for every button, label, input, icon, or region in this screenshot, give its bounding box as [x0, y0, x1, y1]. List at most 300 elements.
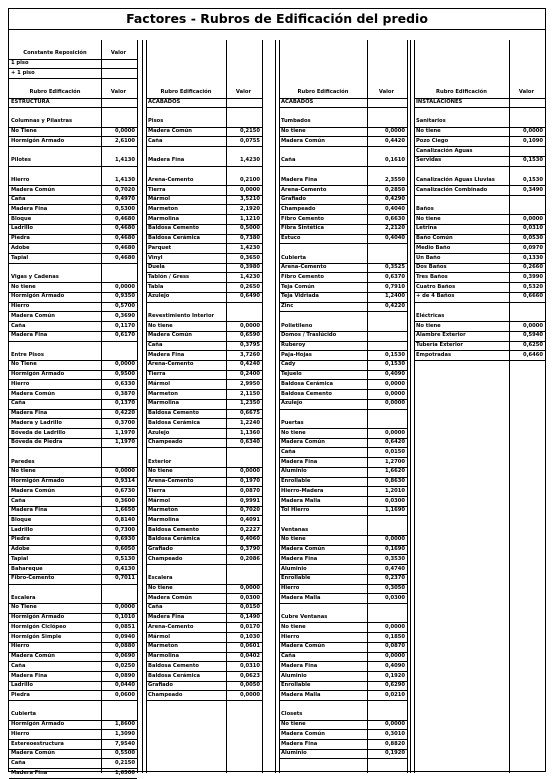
row-label: Ladrillo [11, 682, 33, 689]
row-value: 3,7260 [239, 351, 260, 358]
table-row [279, 672, 407, 681]
row-label: Bóveda de Piedra [11, 439, 63, 446]
row-label: No tiene [281, 429, 306, 436]
row-value: 0,0310 [522, 225, 543, 232]
table-row [9, 691, 137, 700]
table-row [146, 380, 262, 389]
row-label: Madera Común [148, 128, 192, 135]
row-value: 0,0940 [114, 633, 135, 640]
row-label: Hormigón Ciclópeo [11, 623, 67, 630]
table-row [9, 409, 137, 418]
row-label: Marmolina [148, 517, 179, 523]
table-row [9, 351, 137, 360]
row-label: Vigas y Cadenas [11, 274, 59, 280]
row-value: 1,6620 [384, 468, 405, 475]
row-value: 0,6170 [114, 332, 135, 339]
row-value: 0,4040 [384, 205, 405, 212]
table-row [9, 749, 137, 758]
row-rule [279, 166, 407, 167]
table-row [146, 438, 262, 447]
row-value: 0,3700 [114, 419, 135, 426]
row-label: Marmeton [148, 390, 178, 397]
table-row [279, 681, 407, 690]
row-label: Grafiado [148, 546, 173, 553]
table-row [414, 234, 545, 243]
row-label: Bahareque [11, 565, 43, 572]
row-label: ESTRUCTURA [11, 99, 50, 106]
row-value: 0,9991 [239, 497, 260, 504]
row-label: Bloque [11, 517, 32, 523]
row-value: 0,4680 [114, 254, 135, 261]
row-label: Zinc [281, 303, 294, 310]
table-row [414, 283, 545, 292]
row-value: 0,0000 [239, 691, 260, 698]
row-label: Arena-Cemento [148, 176, 194, 183]
row-label: Paredes [11, 458, 35, 465]
row-label: Alambre Exterior [416, 332, 466, 339]
row-label: Hierro [11, 380, 30, 387]
row-label: Fibro-Cemento [11, 575, 55, 582]
table-row [279, 88, 407, 97]
table-row [9, 555, 137, 564]
row-label: No tiene [281, 536, 306, 543]
table-row [146, 117, 262, 126]
table-row [146, 574, 262, 583]
row-value: 0,3010 [384, 730, 405, 737]
row-label: Champeado [148, 691, 183, 698]
row-rule [414, 107, 545, 108]
table-row [9, 69, 137, 78]
row-value: 0,0300 [239, 594, 260, 601]
row-value: 1,8600 [114, 721, 135, 728]
row-value: 0,0000 [522, 128, 543, 135]
table-row [9, 88, 137, 97]
row-value: 0,6730 [114, 487, 135, 494]
row-label: Arena-Cemento [281, 264, 327, 271]
row-label: Madera Común [11, 653, 55, 660]
table-row [279, 497, 407, 506]
row-label: No tiene [416, 215, 441, 222]
row-value: 2,6100 [114, 137, 135, 144]
row-value: 0,4740 [384, 565, 405, 572]
row-label: Marmeton [148, 643, 178, 650]
row-label: Tierra [148, 371, 166, 378]
row-value: 0,6050 [114, 546, 135, 553]
row-label: Polietileno [281, 322, 313, 329]
row-value: 0,6460 [522, 351, 543, 358]
row-label: Revestimiento Interior [148, 312, 215, 319]
row-value: 1,1690 [384, 507, 405, 514]
table-row [9, 322, 137, 331]
row-label: Cubierta [281, 254, 307, 261]
table-row [279, 224, 407, 233]
table-row [9, 477, 137, 486]
row-value: 0,1370 [114, 400, 135, 407]
row-label: No tiene [148, 322, 173, 329]
row-label: Madera Común [11, 390, 55, 397]
table-row [146, 399, 262, 408]
row-value: 0,0000 [384, 623, 405, 630]
column-divider [262, 40, 263, 773]
row-value: 0,0300 [384, 594, 405, 601]
row-label: Caña [281, 157, 296, 164]
row-rule [414, 195, 545, 196]
row-label: Madera Malla [281, 594, 321, 601]
row-value: 0,1530 [522, 176, 543, 183]
table-row [414, 244, 545, 253]
table-row [9, 156, 137, 165]
row-value: 0,2100 [239, 176, 260, 183]
table-row [9, 710, 137, 719]
table-row [279, 545, 407, 554]
row-label: Madera Malla [281, 497, 321, 504]
table-row [146, 283, 262, 292]
table-row [146, 691, 262, 700]
row-rule [146, 564, 262, 565]
table-row [279, 477, 407, 486]
table-row [414, 254, 545, 263]
row-label: Madera y Ladrillo [11, 419, 62, 426]
row-value: 0,0440 [114, 682, 135, 689]
table-row [279, 565, 407, 574]
table-row [9, 419, 137, 428]
row-value: 1,4230 [239, 274, 260, 280]
table-row [9, 59, 137, 68]
row-label: Adobe [11, 546, 30, 553]
table-row [279, 215, 407, 224]
row-label: No Tiene [11, 604, 37, 611]
row-label: 1 piso [11, 60, 29, 67]
row-value: 0,4090 [384, 371, 405, 378]
row-rule [9, 584, 137, 585]
row-label: Bóveda de Ladrillo [11, 429, 66, 436]
table-row [9, 49, 137, 58]
table-row [9, 516, 137, 525]
row-value: 0,6420 [384, 439, 405, 446]
row-label: No tiene [11, 468, 36, 475]
row-rule [146, 146, 262, 147]
table-row [146, 186, 262, 195]
row-label: No tiene [281, 721, 306, 728]
row-label: Tablón / Gress [148, 274, 190, 280]
row-rule [9, 263, 137, 264]
row-value: 0,5500 [114, 750, 135, 757]
row-rule [9, 78, 137, 79]
row-value: 0,4680 [114, 235, 135, 242]
row-value: 0,0000 [239, 186, 260, 193]
table-row [9, 574, 137, 583]
row-value: 0,0000 [114, 468, 135, 475]
column-divider [275, 40, 276, 773]
row-value: 0,3490 [522, 186, 543, 193]
row-label: Exterior [148, 458, 172, 465]
row-label: Baldosa Cerámica [148, 419, 201, 426]
row-value: 0,3980 [239, 264, 260, 271]
table-row [279, 156, 407, 165]
row-label: Madera Fina [148, 351, 185, 358]
row-label: Baldosa Cerámica [281, 380, 334, 387]
table-row [279, 633, 407, 642]
row-label: Arena-Cemento [148, 361, 194, 368]
row-rule [279, 311, 407, 312]
row-value: 0,7020 [114, 186, 135, 193]
row-rule [9, 447, 137, 448]
row-label: Hormigón Armado [11, 614, 65, 621]
row-label: Hormigón Armado [11, 293, 65, 300]
table-row [279, 642, 407, 651]
row-value: 0,3600 [114, 497, 135, 504]
table-row [146, 681, 262, 690]
row-rule [279, 603, 407, 604]
table-row [414, 147, 545, 156]
row-label: Baldosa Cemento [148, 410, 199, 417]
row-value: 0,0150 [239, 604, 260, 611]
row-label: Arena-Cemento [281, 186, 327, 193]
row-value: 0,0000 [239, 585, 260, 592]
row-value: 0,4420 [384, 137, 405, 144]
table-row [279, 740, 407, 749]
row-value: 0,4220 [114, 410, 135, 417]
row-label: Tierra [148, 186, 166, 193]
table-row [279, 205, 407, 214]
row-value: 0,9350 [114, 293, 135, 300]
row-value: 1,6500 [114, 769, 135, 776]
row-value: 0,9500 [114, 371, 135, 378]
row-value: 0,2150 [114, 760, 135, 766]
row-value: 1,2400 [384, 293, 405, 300]
row-rule [414, 302, 545, 303]
table-row [9, 195, 137, 204]
row-value: 0,7380 [239, 235, 260, 242]
row-value: 2,3550 [384, 176, 405, 183]
row-label: Tres Baños [416, 274, 448, 280]
table-row [279, 351, 407, 360]
row-value: 1,1360 [239, 429, 260, 436]
table-row [279, 506, 407, 515]
row-value: 0,4060 [239, 536, 260, 543]
row-label: Arena-Cemento [148, 478, 194, 485]
row-value: 0,0870 [384, 643, 405, 650]
row-label: Bloque [11, 215, 32, 222]
table-row [279, 652, 407, 661]
row-label: Domos / Traslúcido [281, 332, 337, 339]
row-label: Hormigón Armado [11, 137, 65, 144]
row-value: Valor [110, 50, 127, 57]
row-label: Eléctricas [416, 312, 445, 319]
table-row [279, 720, 407, 729]
row-value: 0,1330 [522, 254, 543, 261]
table-row [146, 506, 262, 515]
row-label: Tapial [11, 254, 29, 261]
row-label: Hormigón Armado [11, 721, 65, 728]
row-label: Teja Común [281, 283, 315, 290]
row-label: No tiene [148, 585, 173, 592]
row-label: Canalización Combinado [416, 186, 488, 193]
table-row [146, 156, 262, 165]
table-row [146, 127, 262, 136]
row-rule [279, 107, 407, 108]
row-value: 0,6330 [114, 380, 135, 387]
row-value: 0,5300 [114, 205, 135, 212]
row-label: Baldosa Cemento [148, 662, 199, 669]
table-row [9, 127, 137, 136]
table-row [279, 331, 407, 340]
table-row [279, 584, 407, 593]
row-rule [9, 341, 137, 342]
row-value: 0,8630 [384, 478, 405, 485]
row-label: Fibro Cemento [281, 215, 324, 222]
table-row [279, 98, 407, 107]
row-label: Baño Común [416, 235, 453, 242]
table-row [146, 224, 262, 233]
table-row [9, 244, 137, 253]
table-row [146, 487, 262, 496]
table-row [146, 176, 262, 185]
row-value: 0,3990 [522, 274, 543, 280]
row-label: Aluminio [281, 468, 307, 475]
row-label: Cuatro Baños [416, 283, 456, 290]
row-label: Parquet [148, 244, 172, 251]
table-row [146, 545, 262, 554]
row-value: 0,4680 [114, 215, 135, 222]
row-label: Baldosa Cemento [148, 526, 199, 533]
row-label: Columnas y Pilastras [11, 118, 73, 125]
table-row [414, 273, 545, 282]
table-row [279, 467, 407, 476]
row-value: 0,0210 [384, 691, 405, 698]
table-row [279, 438, 407, 447]
row-label: Dos Baños [416, 264, 447, 271]
row-label: Tubería Exterior [416, 342, 463, 349]
row-value: 0,0000 [384, 653, 405, 660]
row-label: Madera Fina [11, 672, 48, 679]
row-value: 0,1610 [384, 157, 405, 164]
table-row [279, 186, 407, 195]
row-label: Madera Fina [11, 769, 48, 776]
row-value: 0,4290 [384, 196, 405, 203]
table-row [414, 137, 545, 146]
row-rule [146, 447, 262, 448]
table-row [146, 642, 262, 651]
row-value: 0,4090 [384, 662, 405, 669]
row-value: 0,2227 [239, 526, 260, 533]
row-label: Hormigón Simple [11, 633, 62, 640]
row-label: Constante Reposición [23, 50, 87, 57]
row-rule [9, 146, 137, 147]
table-row [146, 594, 262, 603]
row-label: Rubro Edificación [29, 89, 81, 96]
row-value: 0,0000 [114, 604, 135, 611]
row-label: Madera Fina [11, 205, 48, 212]
row-value: 0,0000 [384, 390, 405, 397]
row-label: Enrollable [281, 575, 311, 582]
row-value: 0,0000 [384, 128, 405, 135]
table-row [9, 662, 137, 671]
row-rule [414, 360, 545, 361]
table-row [279, 710, 407, 719]
row-value: 0,6290 [384, 682, 405, 689]
table-row [146, 419, 262, 428]
row-label: Enrollable [281, 478, 311, 485]
table-row [414, 98, 545, 107]
row-label: Paja-Hojas [281, 351, 312, 358]
row-label: Aluminio [281, 672, 307, 679]
table-row [279, 137, 407, 146]
row-label: Duela [148, 264, 165, 271]
row-label: Empotradas [416, 351, 452, 358]
table-row [414, 127, 545, 136]
table-row [279, 458, 407, 467]
table-row [279, 127, 407, 136]
row-label: Madera Fina [281, 740, 318, 747]
row-value: 0,0310 [239, 662, 260, 669]
table-row [9, 769, 137, 778]
table-row [414, 88, 545, 97]
row-rule [146, 700, 262, 701]
row-value: 0,1490 [239, 614, 260, 621]
row-label: Madera Fina [11, 332, 48, 339]
row-rule [146, 166, 262, 167]
row-value: 0,1010 [114, 614, 135, 621]
table-row [146, 467, 262, 476]
row-label: Marmolina [148, 653, 179, 660]
table-row [9, 224, 137, 233]
row-value: 0,4240 [239, 361, 260, 368]
table-row [9, 672, 137, 681]
table-row [146, 215, 262, 224]
table-row [414, 215, 545, 224]
table-row [9, 565, 137, 574]
table-row [279, 691, 407, 700]
table-row [279, 526, 407, 535]
row-value: 0,0300 [384, 497, 405, 504]
row-rule [279, 146, 407, 147]
row-label: Enrollable [281, 682, 311, 689]
row-value: 0,2370 [384, 575, 405, 582]
row-label: Caña [11, 760, 26, 766]
row-label: Madera Fina [281, 458, 318, 465]
row-label: Tabla [148, 283, 164, 290]
table-row [9, 292, 137, 301]
row-value: 0,8140 [114, 517, 135, 523]
table-row [279, 730, 407, 739]
table-row [414, 312, 545, 321]
row-label: Un Baño [416, 254, 441, 261]
row-label: Tejuelo [281, 371, 302, 378]
row-value: 0,3530 [384, 555, 405, 562]
table-row [146, 341, 262, 350]
table-row [9, 613, 137, 622]
row-value: 0,0000 [114, 283, 135, 290]
row-label: Champeado [148, 439, 183, 446]
row-label: Caña [11, 196, 26, 203]
table-row [9, 302, 137, 311]
row-label: Hierro [11, 303, 30, 310]
row-value: 0,7300 [114, 526, 135, 533]
row-value: Valor [378, 89, 395, 96]
row-value: 0,0870 [239, 487, 260, 494]
table-row [414, 205, 545, 214]
row-label: Azulejo [148, 429, 170, 436]
row-value: 0,0000 [384, 721, 405, 728]
page-title: Factores - Rubros de Edificación del predio [9, 9, 545, 30]
row-label: Hierro [281, 585, 300, 592]
row-value: 2,2120 [384, 225, 405, 232]
table-row [146, 526, 262, 535]
row-value: 0,0000 [522, 322, 543, 329]
table-row [146, 312, 262, 321]
table-row [146, 623, 262, 632]
